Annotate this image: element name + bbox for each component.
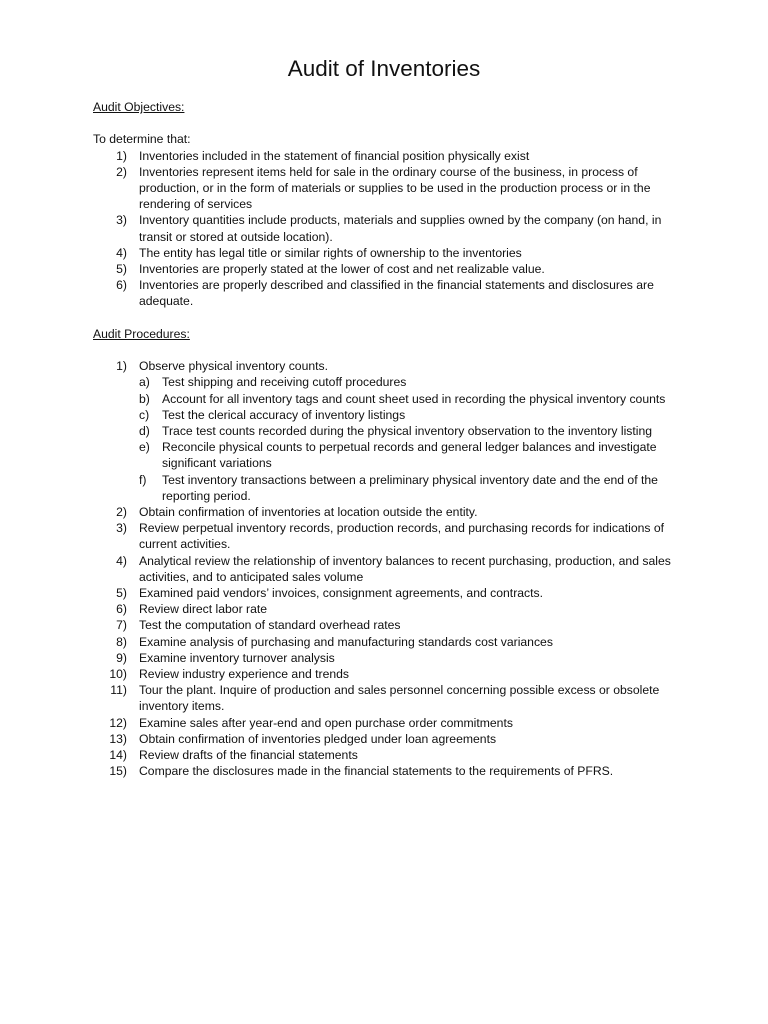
item-text: Test the clerical accuracy of inventory listings	[162, 407, 406, 422]
item-text: Test inventory transactions between a preliminary physical inventory date and the end of the reporting period.	[162, 472, 658, 503]
spacer	[93, 342, 683, 358]
list-item	[93, 650, 683, 666]
list-item	[93, 504, 683, 520]
item-number: a)	[139, 375, 150, 390]
list-item	[93, 261, 683, 277]
list-item	[93, 634, 683, 650]
document-title: Audit of Inventories	[287, 56, 481, 81]
list-item	[93, 245, 683, 261]
item-text: Review perpetual inventory records, production records, and purchasing records for indications of current activities.	[139, 521, 665, 552]
item-number: 5)	[116, 586, 127, 601]
item-number: 2)	[116, 164, 127, 179]
item-number: 13)	[109, 731, 127, 746]
item-text: Review drafts of the financial statements	[139, 748, 358, 763]
item-number: 11)	[110, 683, 127, 698]
item-text: Examined paid vendors’ invoices, consignment agreements, and contracts.	[139, 586, 543, 601]
item-number: e)	[139, 440, 150, 455]
list-item	[93, 520, 683, 552]
item-text: Inventories included in the statement of financial position physically exist	[139, 148, 530, 163]
item-number: d)	[139, 424, 150, 439]
item-text: The entity has legal title or similar rights of ownership to the inventories	[139, 245, 522, 260]
spacer	[93, 115, 683, 131]
item-text: Compare the disclosures made in the financial statements to the requirements of PFRS.	[139, 764, 614, 779]
item-text: Test the computation of standard overhead rates	[139, 618, 401, 633]
item-number: 7)	[116, 618, 127, 633]
item-number: 3)	[116, 521, 127, 536]
item-number: 9)	[116, 650, 127, 665]
item-number: 4)	[116, 245, 127, 260]
item-number: 1)	[116, 359, 127, 374]
list-item	[93, 715, 683, 731]
item-text: Account for all inventory tags and count sheet used in recording the physical inventory counts	[162, 391, 666, 406]
objectives-heading: Audit Objectives:	[93, 100, 185, 114]
list-item	[93, 682, 683, 714]
objectives-intro: To determine that:	[93, 132, 191, 147]
item-text: Review direct labor rate	[139, 602, 268, 617]
item-text: Inventories are properly described and classified in the financial statements and disclosures are adequate.	[139, 278, 654, 309]
objectives-list	[93, 148, 683, 310]
item-text: Obtain confirmation of inventories pledged under loan agreements	[139, 731, 497, 746]
list-item	[93, 358, 683, 504]
list-item	[93, 277, 683, 309]
item-text: Examine inventory turnover analysis	[139, 650, 335, 665]
item-number: 4)	[116, 553, 127, 568]
item-number: 1)	[116, 148, 127, 163]
sub-list-item	[139, 391, 683, 407]
item-number: 8)	[116, 634, 127, 649]
list-item	[93, 164, 683, 213]
item-number: 5)	[116, 262, 127, 277]
list-item	[93, 148, 683, 164]
item-number: 6)	[116, 278, 127, 293]
list-item	[93, 212, 683, 244]
sub-list-item	[139, 472, 683, 504]
item-text: Obtain confirmation of inventories at location outside the entity.	[139, 505, 478, 520]
item-text: Analytical review the relationship of inventory balances to recent purchasing, production, and sales activities, and to anticipated sales volume	[139, 553, 671, 584]
list-item	[93, 763, 683, 779]
item-number: c)	[139, 407, 150, 422]
item-number: 2)	[116, 505, 127, 520]
item-text: Examine analysis of purchasing and manufacturing standards cost variances	[139, 634, 553, 649]
list-item	[93, 553, 683, 585]
spacer	[93, 310, 683, 326]
list-item	[93, 617, 683, 633]
item-number: 3)	[116, 213, 127, 228]
procedures-list	[93, 358, 683, 779]
item-number: b)	[139, 391, 150, 406]
item-text: Inventory quantities include products, materials and supplies owned by the company (on hand, in transit or stored at outside location).	[139, 213, 662, 244]
document-body	[93, 99, 683, 779]
sub-list-item	[139, 423, 683, 439]
item-text: Test shipping and receiving cutoff procedures	[162, 375, 407, 390]
list-item	[93, 585, 683, 601]
item-text: Tour the plant. Inquire of production and sales personnel concerning possible excess or obsolete inventory items.	[139, 683, 660, 714]
item-number: 10)	[109, 667, 127, 682]
item-text: Examine sales after year-end and open purchase order commitments	[139, 715, 513, 730]
sub-list-item	[139, 439, 683, 471]
list-item	[93, 666, 683, 682]
sub-list-item	[139, 374, 683, 390]
item-text: Review industry experience and trends	[139, 667, 350, 682]
item-text: Inventories are properly stated at the lower of cost and net realizable value.	[139, 262, 545, 277]
item-number: f)	[139, 472, 147, 487]
item-number: 12)	[109, 715, 127, 730]
item-number: 15)	[109, 764, 127, 779]
procedures-heading: Audit Procedures:	[93, 326, 190, 341]
sub-list-item	[139, 407, 683, 423]
list-item	[93, 731, 683, 747]
list-item	[93, 601, 683, 617]
sub-list	[139, 374, 683, 504]
item-text: Trace test counts recorded during the physical inventory observation to the inventory listing	[162, 424, 653, 439]
item-number: 14)	[109, 748, 127, 763]
item-text: Reconcile physical counts to perpetual records and general ledger balances and investigate significant variations	[162, 440, 657, 471]
list-item	[93, 747, 683, 763]
item-text: Observe physical inventory counts.	[139, 359, 328, 374]
item-number: 6)	[116, 602, 127, 617]
item-text: Inventories represent items held for sale in the ordinary course of the business, in process of production, or in the form of materials or supplies to be used in the production process or in the rendering of services	[139, 164, 651, 212]
